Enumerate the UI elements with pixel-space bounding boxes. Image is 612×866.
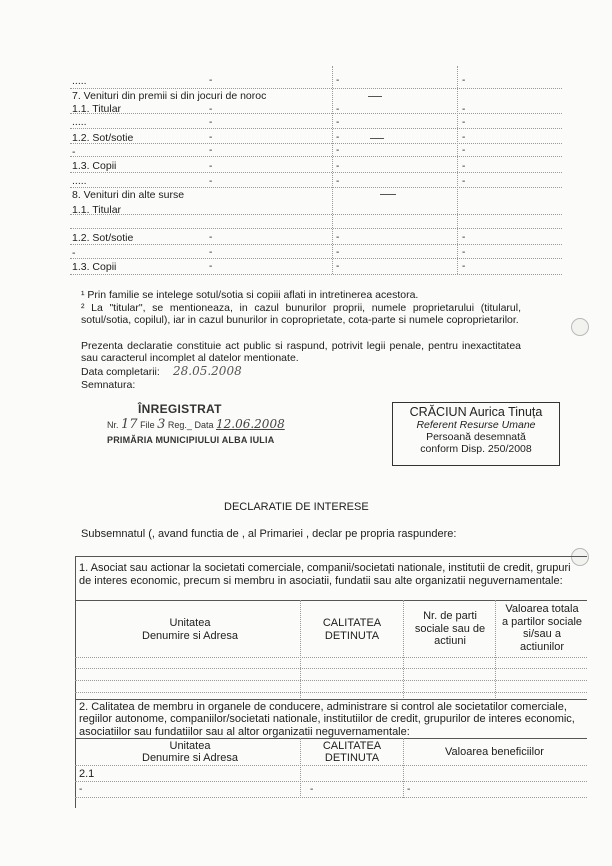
sec7-row-value: -: [462, 117, 466, 128]
stamp-data-label: Data: [194, 420, 214, 430]
section-2-row-value: -: [310, 784, 314, 795]
sec8-row-label: -: [72, 247, 76, 259]
section-1-col-value: Valoarea totala a partilor sociale si/sau a actiunilor: [501, 603, 583, 653]
sec7-row-value: -: [336, 145, 340, 156]
sec7-row-label: -: [72, 146, 76, 158]
sec7-row-value: -: [209, 132, 213, 143]
sec7-row-label: 1.2. Sot/sotie: [72, 132, 134, 144]
stamp-person-line1: Referent Resurse Umane: [416, 419, 536, 431]
designated-person-stamp: [392, 402, 560, 466]
sec7-row-value: -: [336, 132, 340, 143]
top-row-value-3: -: [462, 75, 466, 86]
section-1-col-shares: Nr. de parti sociale sau de actiuni: [414, 610, 486, 647]
stamp-person-line3: conform Disp. 250/2008: [420, 443, 532, 455]
sec7-row-label: .....: [72, 175, 87, 187]
stamp-person-line2: Persoană desemnată: [426, 431, 526, 443]
sec8-row-value: -: [209, 261, 213, 272]
sec7-row-value: -: [336, 104, 340, 115]
section-1-title: 1. Asociat sau actionar la societati comerciale, companii/societati nationale, institutii de credit, grupuri de interes economic, precum si membru in asociatii, fundatii sau alte organizatii neguvernamentale:: [79, 562, 571, 587]
declaration-statement: Prezenta declaratie constituie act public si raspund, potrivit legii penale, pentru inexactitatea sau caracterul incomplet al datelor mentionate.: [81, 340, 521, 365]
sec7-row-value: -: [462, 145, 466, 156]
sec7-row-label: 1.1. Titular: [72, 103, 122, 115]
sec7-row-value: -: [209, 104, 213, 115]
stamp-reg-label: Reg._: [167, 420, 192, 430]
section-2-col-unit: Unitatea Denumire si Adresa: [142, 740, 238, 764]
section-2-col-benefits: Valoarea beneficiilor: [445, 746, 544, 758]
sec7-row-value: -: [462, 104, 466, 115]
sec8-row-value: -: [462, 232, 466, 243]
sec7-row-value: -: [209, 176, 213, 187]
section-2-col-quality: CALITATEA DETINUTA: [322, 740, 382, 764]
stamp-file-label: File: [140, 420, 155, 430]
registration-stamp: [107, 402, 297, 450]
signature-label: Semnatura:: [81, 379, 136, 391]
section-1-col-quality: CALITATEA DETINUTA: [322, 617, 382, 642]
sec7-row-label: 1.3. Copii: [72, 160, 117, 172]
sec8-row-label: 1.2. Sot/sotie: [72, 232, 134, 244]
sec8-row-value: -: [336, 247, 340, 258]
section-2-row-value: -: [407, 784, 411, 795]
sec8-row-value: -: [462, 247, 466, 258]
interest-declaration-title: DECLARATIE DE INTERESE: [224, 501, 369, 513]
sec8-row-label: 1.3. Copii: [72, 261, 117, 273]
sec7-row-value: -: [336, 161, 340, 172]
stamp-data-value: 12.06.2008: [216, 417, 285, 431]
sec7-row-value: -: [336, 117, 340, 128]
sec7-row-value: -: [336, 176, 340, 187]
top-row-value-1: -: [209, 75, 213, 86]
stamp-institution: PRIMĂRIA MUNICIPIULUI ALBA IULIA: [107, 435, 275, 445]
top-row-label: .....: [72, 75, 87, 87]
sec8-row-value: -: [209, 247, 213, 258]
completion-date-label: Data completarii:: [81, 366, 160, 378]
sec8-row-value: -: [462, 261, 466, 272]
section-1-col-unit: Unitatea Denumire si Adresa: [142, 617, 238, 642]
section-2-row-label: 2.1: [79, 768, 95, 780]
sec7-row-label: .....: [72, 116, 87, 128]
footnote-1: ¹ Prin familie se intelege sotul/sotia si copiii aflati in intretinerea acestora.: [81, 289, 419, 301]
sec7-row-value: -: [462, 161, 466, 172]
sec8-row-value: -: [336, 232, 340, 243]
sec7-row-value: -: [462, 132, 466, 143]
stamp-nr-label: Nr.: [107, 420, 119, 430]
sec8-row-value: -: [209, 232, 213, 243]
section-7-title: 7. Venituri din premii si din jocuri de noroc: [72, 90, 267, 102]
sec7-row-value: -: [209, 117, 213, 128]
section-2-title: 2. Calitatea de membru in organele de conducere, administrare si control ale societatilor comerciale, regiilor autonome, companiilor/societati nationale, institutiilor de credit, grupurilor de interes economic, asociatiilor sau fundatiilor sau al altor organizatii neguvernamentale:: [79, 701, 575, 738]
section-8-title: 8. Venituri din alte surse: [72, 189, 185, 201]
sec7-row-value: -: [462, 176, 466, 187]
punch-hole-top: [571, 318, 589, 336]
sec8-row-label: 1.1. Titular: [72, 204, 122, 216]
completion-date-value: 28.05.2008: [173, 364, 242, 378]
stamp-nr-value: 17: [121, 417, 138, 432]
footnote-2: ² La "titular", se mentioneaza, in cazul bunurilor proprii, numele proprietarului (titularul, sotul/sotia, copilul), iar in cazul bunurilor in coproprietate, cota-parte si numele coproprietarilor.: [81, 302, 521, 327]
sec8-row-value: -: [336, 261, 340, 272]
stamp-person-name: CRĂCIUN Aurica Tinuța: [409, 405, 543, 419]
top-row-value-2: -: [336, 75, 340, 86]
sec7-row-value: -: [209, 161, 213, 172]
sec7-row-value: -: [209, 145, 213, 156]
stamp-file-value: 3: [157, 417, 166, 432]
section-2-row-value: -: [79, 784, 83, 795]
stamp-registered-title: ÎNREGISTRAT: [138, 402, 222, 416]
interest-declaration-intro: Subsemnatul (, avand functia de , al Primariei , declar pe propria raspundere:: [81, 528, 457, 540]
